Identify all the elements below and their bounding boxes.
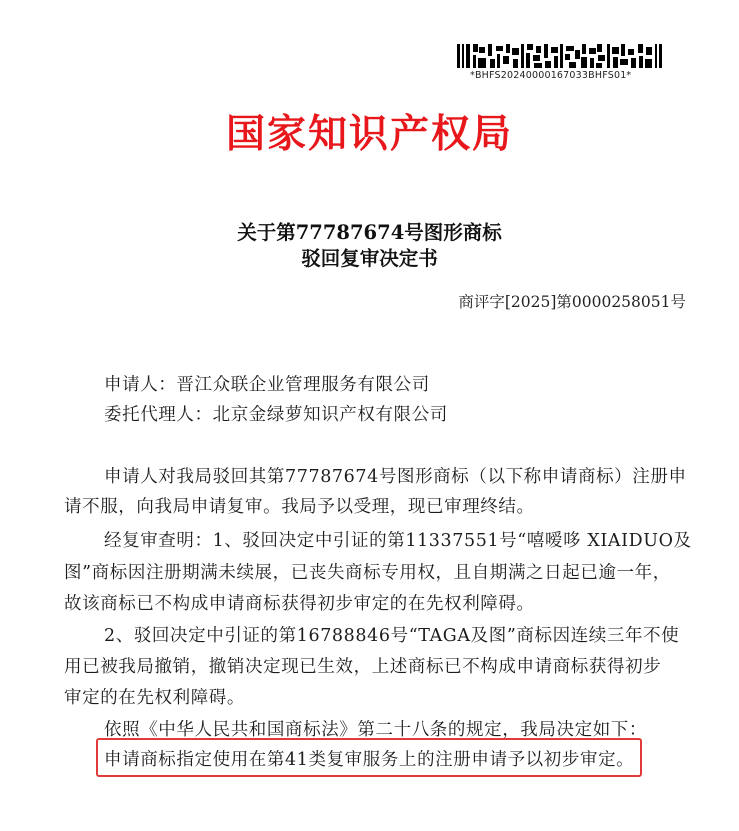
body-line: 依照《中华人民共和国商标法》第二十八条的规定，我局决定如下： xyxy=(104,720,647,740)
body-line: 故该商标已不构成申请商标获得初步审定的在先权利障碍。 xyxy=(64,594,535,614)
applicant-line: 申请人：晋江众联企业管理服务有限公司 xyxy=(104,375,430,395)
body-line: 经复审查明：1、驳回决定中引证的第11337551号“嘻嗳哆 XIAIDUO及 xyxy=(104,531,692,551)
document-title-line2: 驳回复审决定书 xyxy=(301,247,438,270)
document-title-line1: 关于第77787674号图形商标 xyxy=(237,221,502,244)
barcode-image xyxy=(457,44,662,68)
body-line: 2、驳回决定中引证的第16788846号“TAGA及图”商标因连续三年不使 xyxy=(104,626,680,646)
agent-line: 委托代理人：北京金绿萝知识产权有限公司 xyxy=(104,405,448,425)
body-line: 请不服，向我局申请复审。我局予以受理，现已审理终结。 xyxy=(64,497,535,517)
barcode-code-text: *BHFS20240000167033BHFS01* xyxy=(470,70,632,81)
body-line: 图”商标因注册期满未续展，已丧失商标专用权，且自期满之日起已逾一年， xyxy=(64,563,671,583)
agency-name: 国家知识产权局 xyxy=(225,112,513,157)
body-line: 审定的在先权利障碍。 xyxy=(64,688,245,708)
decision-line: 申请商标指定使用在第41类复审服务上的注册申请予以初步审定。 xyxy=(104,750,635,770)
body-line: 申请人对我局驳回其第77787674号图形商标（以下称申请商标）注册申 xyxy=(104,467,687,487)
body-line: 用已被我局撤销，撤销决定现已生效，上述商标已不构成申请商标获得初步 xyxy=(64,657,662,677)
document-number: 商评字[2025]第0000258051号 xyxy=(458,293,686,311)
